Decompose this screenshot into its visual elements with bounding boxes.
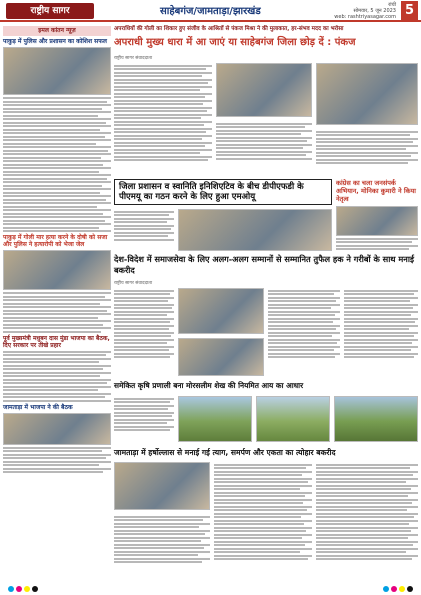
mou-text xyxy=(114,209,174,242)
newspaper-brand: राष्ट्रीय सागर xyxy=(6,3,94,19)
left-photo-2 xyxy=(3,250,111,290)
page-number: 5 xyxy=(401,1,418,20)
top-article-col-1 xyxy=(114,63,212,163)
city-label: रांची xyxy=(388,2,396,8)
eid-photo xyxy=(114,462,210,510)
website-label: web: rashtriyasagar.com xyxy=(334,14,396,20)
service-headline: देश-विदेश में समाजसेवा के लिए अलग-अलग सम्मानों से सम्मानित तुफैल हक ने गरीबों के साथ मनाई बकरीद xyxy=(114,254,414,275)
mou-photo xyxy=(178,209,332,251)
top-article xyxy=(114,55,418,175)
registration-mark-cyan-right xyxy=(383,586,389,592)
eid-text-2 xyxy=(214,462,312,562)
top-article-bureau: राष्ट्रीय सागर संवाददाता xyxy=(114,56,153,61)
congress-article xyxy=(336,179,418,251)
left-text-block-2 xyxy=(3,292,111,333)
congress-photo xyxy=(336,206,418,236)
registration-mark-cyan xyxy=(8,586,14,592)
service-text-1 xyxy=(114,288,174,360)
top-article-col-3 xyxy=(316,129,418,166)
service-article xyxy=(114,280,418,376)
banner-headline: अपराधी मुख्य धारा में आ जाएं या साहेबगंज जिला छोड़ दें : पंकज xyxy=(114,37,356,48)
congress-text xyxy=(336,238,418,251)
service-photo-1 xyxy=(178,288,264,334)
left-headline-3: पूर्व मुख्यमंत्री मधुबन दास मुंडा भाजपा का बैठक, दिए सरकार पर तीखे प्रहार xyxy=(3,334,110,349)
left-headline-2: पाकुड़ में गोली मार हत्या करने के दोषी को सजा और पुलिस ने हत्यारोपी को भेजा जेल xyxy=(3,234,108,248)
registration-mark-magenta xyxy=(16,586,22,592)
top-article-photo-1 xyxy=(216,63,312,117)
service-text-2 xyxy=(268,288,340,360)
mou-headline: जिला प्रशासन व स्वानिति इनिशिएटिव के बीच डीपीएफडी के पीएमयू का गठन करने के लिए हुआ एमओयू xyxy=(114,179,332,205)
left-text-block-3 xyxy=(3,351,111,402)
left-headline-1: पाकुड़ में पुलिस और प्रशासन का कोशिश सफल xyxy=(3,38,107,45)
registration-mark-magenta-right xyxy=(391,586,397,592)
section-title: साहेबगंज/जामताड़ा/झारखंड xyxy=(160,6,261,17)
registration-mark-yellow xyxy=(24,586,30,592)
farming-article xyxy=(114,394,418,444)
eid-headline: जामताड़ा में हर्षोल्लास से मनाई गई त्याग, समर्पण और एकता का त्योहार बकरीद xyxy=(114,448,336,457)
left-photo-3 xyxy=(3,413,111,445)
top-article-photo-2 xyxy=(316,63,418,125)
registration-mark-black-right xyxy=(407,586,413,592)
left-photo-1 xyxy=(3,47,111,95)
registration-mark-yellow-right xyxy=(399,586,405,592)
left-headline-4: जामताड़ा में भाजपा ने की बैठक xyxy=(3,403,73,411)
eid-article xyxy=(114,462,418,580)
eid-text-1 xyxy=(114,514,210,565)
top-article-col-2 xyxy=(216,121,312,161)
farming-photo-1 xyxy=(178,396,252,442)
left-text-block-1 xyxy=(3,97,111,232)
farming-headline: समेकित कृषि प्रणाली बना मोरसलीम शेख की नियमित आय का आधार xyxy=(114,381,304,390)
farming-photo-3 xyxy=(334,396,418,442)
service-bureau: राष्ट्रीय सागर संवाददाता xyxy=(114,281,153,286)
eid-text-3 xyxy=(316,462,418,562)
dateline xyxy=(318,2,396,20)
masthead xyxy=(0,0,421,22)
mou-article xyxy=(114,179,332,251)
farming-photo-2 xyxy=(256,396,330,442)
left-column xyxy=(3,26,111,591)
service-text-3 xyxy=(344,288,418,360)
farming-text-1 xyxy=(114,396,174,433)
date-label: सोमवार, 5 जून 2023 xyxy=(353,8,396,14)
international-news-label: इमल कांतन न्यूज़ xyxy=(3,26,111,36)
left-text-block-4 xyxy=(3,447,111,474)
print-registration-strip xyxy=(0,583,421,595)
service-photo-2 xyxy=(178,338,264,376)
registration-mark-black xyxy=(32,586,38,592)
congress-headline: कांग्रेस का चला जनसंपर्क अभियान, मोनिका कुमारी ने किया नेतृत्व xyxy=(336,179,416,203)
banner-subline: अपराधियों की गोली का शिकार हुए संजीव के आश्रितों से पंकज मिश्रा ने की मुलाकात, हर-संभव मदद का भरोसा xyxy=(114,26,344,32)
